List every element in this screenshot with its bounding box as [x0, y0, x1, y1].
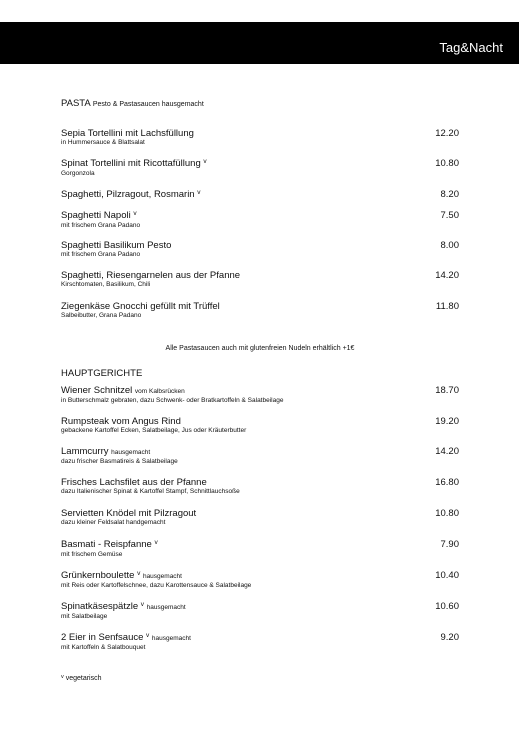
menu-item: [61, 189, 459, 201]
pasta-title: PASTA: [61, 98, 91, 109]
item-description: mit Salatbeilage: [61, 613, 108, 620]
dish-name: Basmati - Reispfanne: [61, 539, 152, 550]
item-price: 11.80: [435, 301, 459, 312]
item-description: mit Reis oder Kartoffelschnee, dazu Karottensauce & Salatbeilage: [61, 582, 252, 589]
pasta-note: Pesto & Pastasaucen hausgemacht: [92, 101, 204, 108]
dish-note: vom Kalbsrücken: [134, 388, 185, 395]
item-name: [61, 270, 459, 281]
item-price: 10.80: [435, 508, 459, 519]
menu-item: [61, 570, 459, 591]
dish-name: Grünkernboulette: [61, 570, 135, 581]
item-name: [61, 632, 459, 644]
item-price: 10.80: [435, 158, 459, 169]
pasta-section-title: [61, 98, 204, 109]
veg-mark: v: [203, 158, 207, 165]
dish-name: Sepia Tortellini mit Lachsfüllung: [61, 128, 194, 139]
menu-item: [61, 508, 459, 528]
item-name: [61, 189, 459, 201]
menu-item: [61, 210, 459, 231]
item-name: [61, 385, 459, 397]
dish-name: Ziegenkäse Gnocchi gefüllt mit Trüffel: [61, 301, 220, 312]
item-price: 19.20: [435, 416, 459, 427]
dish-name: Spaghetti Napoli: [61, 210, 131, 221]
item-name: [61, 446, 459, 458]
dish-name: Frisches Lachsfilet aus der Pfanne: [61, 477, 207, 488]
dish-name: Servietten Knödel mit Pilzragout: [61, 508, 197, 519]
dish-name: Spaghetti, Pilzragout, Rosmarin: [61, 189, 195, 200]
dish-name: Rumpsteak vom Angus Rind: [61, 416, 181, 427]
dish-name: Wiener Schnitzel: [61, 385, 133, 396]
brand-name: Tag&Nacht: [439, 40, 503, 55]
menu-item: [61, 416, 459, 436]
item-name: [61, 477, 459, 488]
item-description: Gorgonzola: [61, 170, 95, 177]
footnote: [61, 675, 102, 682]
menu-item: [61, 477, 459, 497]
veg-mark: v: [154, 539, 158, 546]
dish-note: hausgemacht: [146, 604, 186, 611]
item-price: 7.90: [440, 539, 459, 550]
item-name: [61, 539, 459, 551]
item-description: in Butterschmalz gebraten, dazu Schwenk- oder Bratkartoffeln & Salatbeilage: [61, 397, 284, 404]
item-name: [61, 601, 459, 613]
footnote-text: vegetarisch: [65, 675, 102, 682]
item-price: 14.20: [435, 446, 459, 457]
item-name: [61, 128, 459, 139]
dish-note: hausgemacht: [151, 635, 191, 642]
item-description: mit frischem Gemüse: [61, 551, 123, 558]
veg-mark: v: [197, 189, 201, 196]
dish-note: hausgemacht: [111, 449, 151, 456]
veg-mark: v: [137, 570, 141, 577]
dish-name: Lammcurry: [61, 446, 109, 457]
veg-mark: v: [146, 632, 150, 639]
dish-name: Spinatkäsespätzle: [61, 601, 139, 612]
item-price: 8.20: [440, 189, 459, 200]
item-description: mit Kartoffeln & Salatbouquet: [61, 644, 146, 651]
menu-item: [61, 601, 459, 622]
item-price: 9.20: [440, 632, 459, 643]
item-name: [61, 570, 459, 582]
main-section-title: [61, 368, 142, 379]
item-name: [61, 210, 459, 222]
menu-item: [61, 446, 459, 467]
menu-item: [61, 632, 459, 653]
item-price: 12.20: [435, 128, 459, 139]
item-price: 10.60: [435, 601, 459, 612]
item-name: [61, 240, 459, 251]
item-price: 8.00: [440, 240, 459, 251]
item-price: 18.70: [435, 385, 459, 396]
item-description: mit frischem Grana Padano: [61, 251, 141, 258]
menu-item: [61, 128, 459, 148]
dish-name: 2 Eier in Senfsauce: [61, 632, 144, 643]
menu-item: [61, 158, 459, 179]
menu-item: [61, 270, 459, 290]
item-description: dazu Italienischer Spinat & Kartoffel Stampf, Schnittlauchsoße: [61, 488, 240, 495]
veg-mark: v: [133, 210, 137, 217]
veg-symbol: v: [61, 674, 64, 680]
main-title: HAUPTGERICHTE: [61, 368, 143, 379]
item-description: Salbeibutter, Grana Padano: [61, 312, 142, 319]
item-name: [61, 508, 459, 519]
header-bar: [0, 22, 519, 64]
dish-name: Spaghetti Basilikum Pesto: [61, 240, 172, 251]
item-price: 10.40: [435, 570, 459, 581]
item-price: 7.50: [440, 210, 459, 221]
dish-note: hausgemacht: [142, 573, 182, 580]
menu-item: [61, 301, 459, 321]
item-price: 16.80: [435, 477, 459, 488]
item-description: Kirschtomaten, Basilikum, Chili: [61, 281, 151, 288]
dish-name: Spinat Tortellini mit Ricottafüllung: [61, 158, 201, 169]
dish-name: Spaghetti, Riesengarnelen aus der Pfanne: [61, 270, 241, 281]
menu-item: [61, 240, 459, 260]
gluten-note: Alle Pastasaucen auch mit glutenfreien Nudeln erhältlich +1€: [165, 345, 355, 352]
item-name: [61, 416, 459, 427]
item-description: dazu frischer Basmatireis & Salatbeilage: [61, 458, 178, 465]
item-description: dazu kleiner Feldsalat handgemacht: [61, 519, 166, 526]
veg-mark: v: [140, 601, 144, 608]
item-name: [61, 158, 459, 170]
menu-item: [61, 385, 459, 406]
item-description: gebackene Kartoffel Ecken, Salatbeilage, Jus oder Kräuterbutter: [61, 427, 247, 434]
item-name: [61, 301, 459, 312]
item-description: in Hummersauce & Blattsalat: [61, 139, 145, 146]
item-description: mit frischem Grana Padano: [61, 222, 141, 229]
item-price: 14.20: [435, 270, 459, 281]
menu-item: [61, 539, 459, 560]
